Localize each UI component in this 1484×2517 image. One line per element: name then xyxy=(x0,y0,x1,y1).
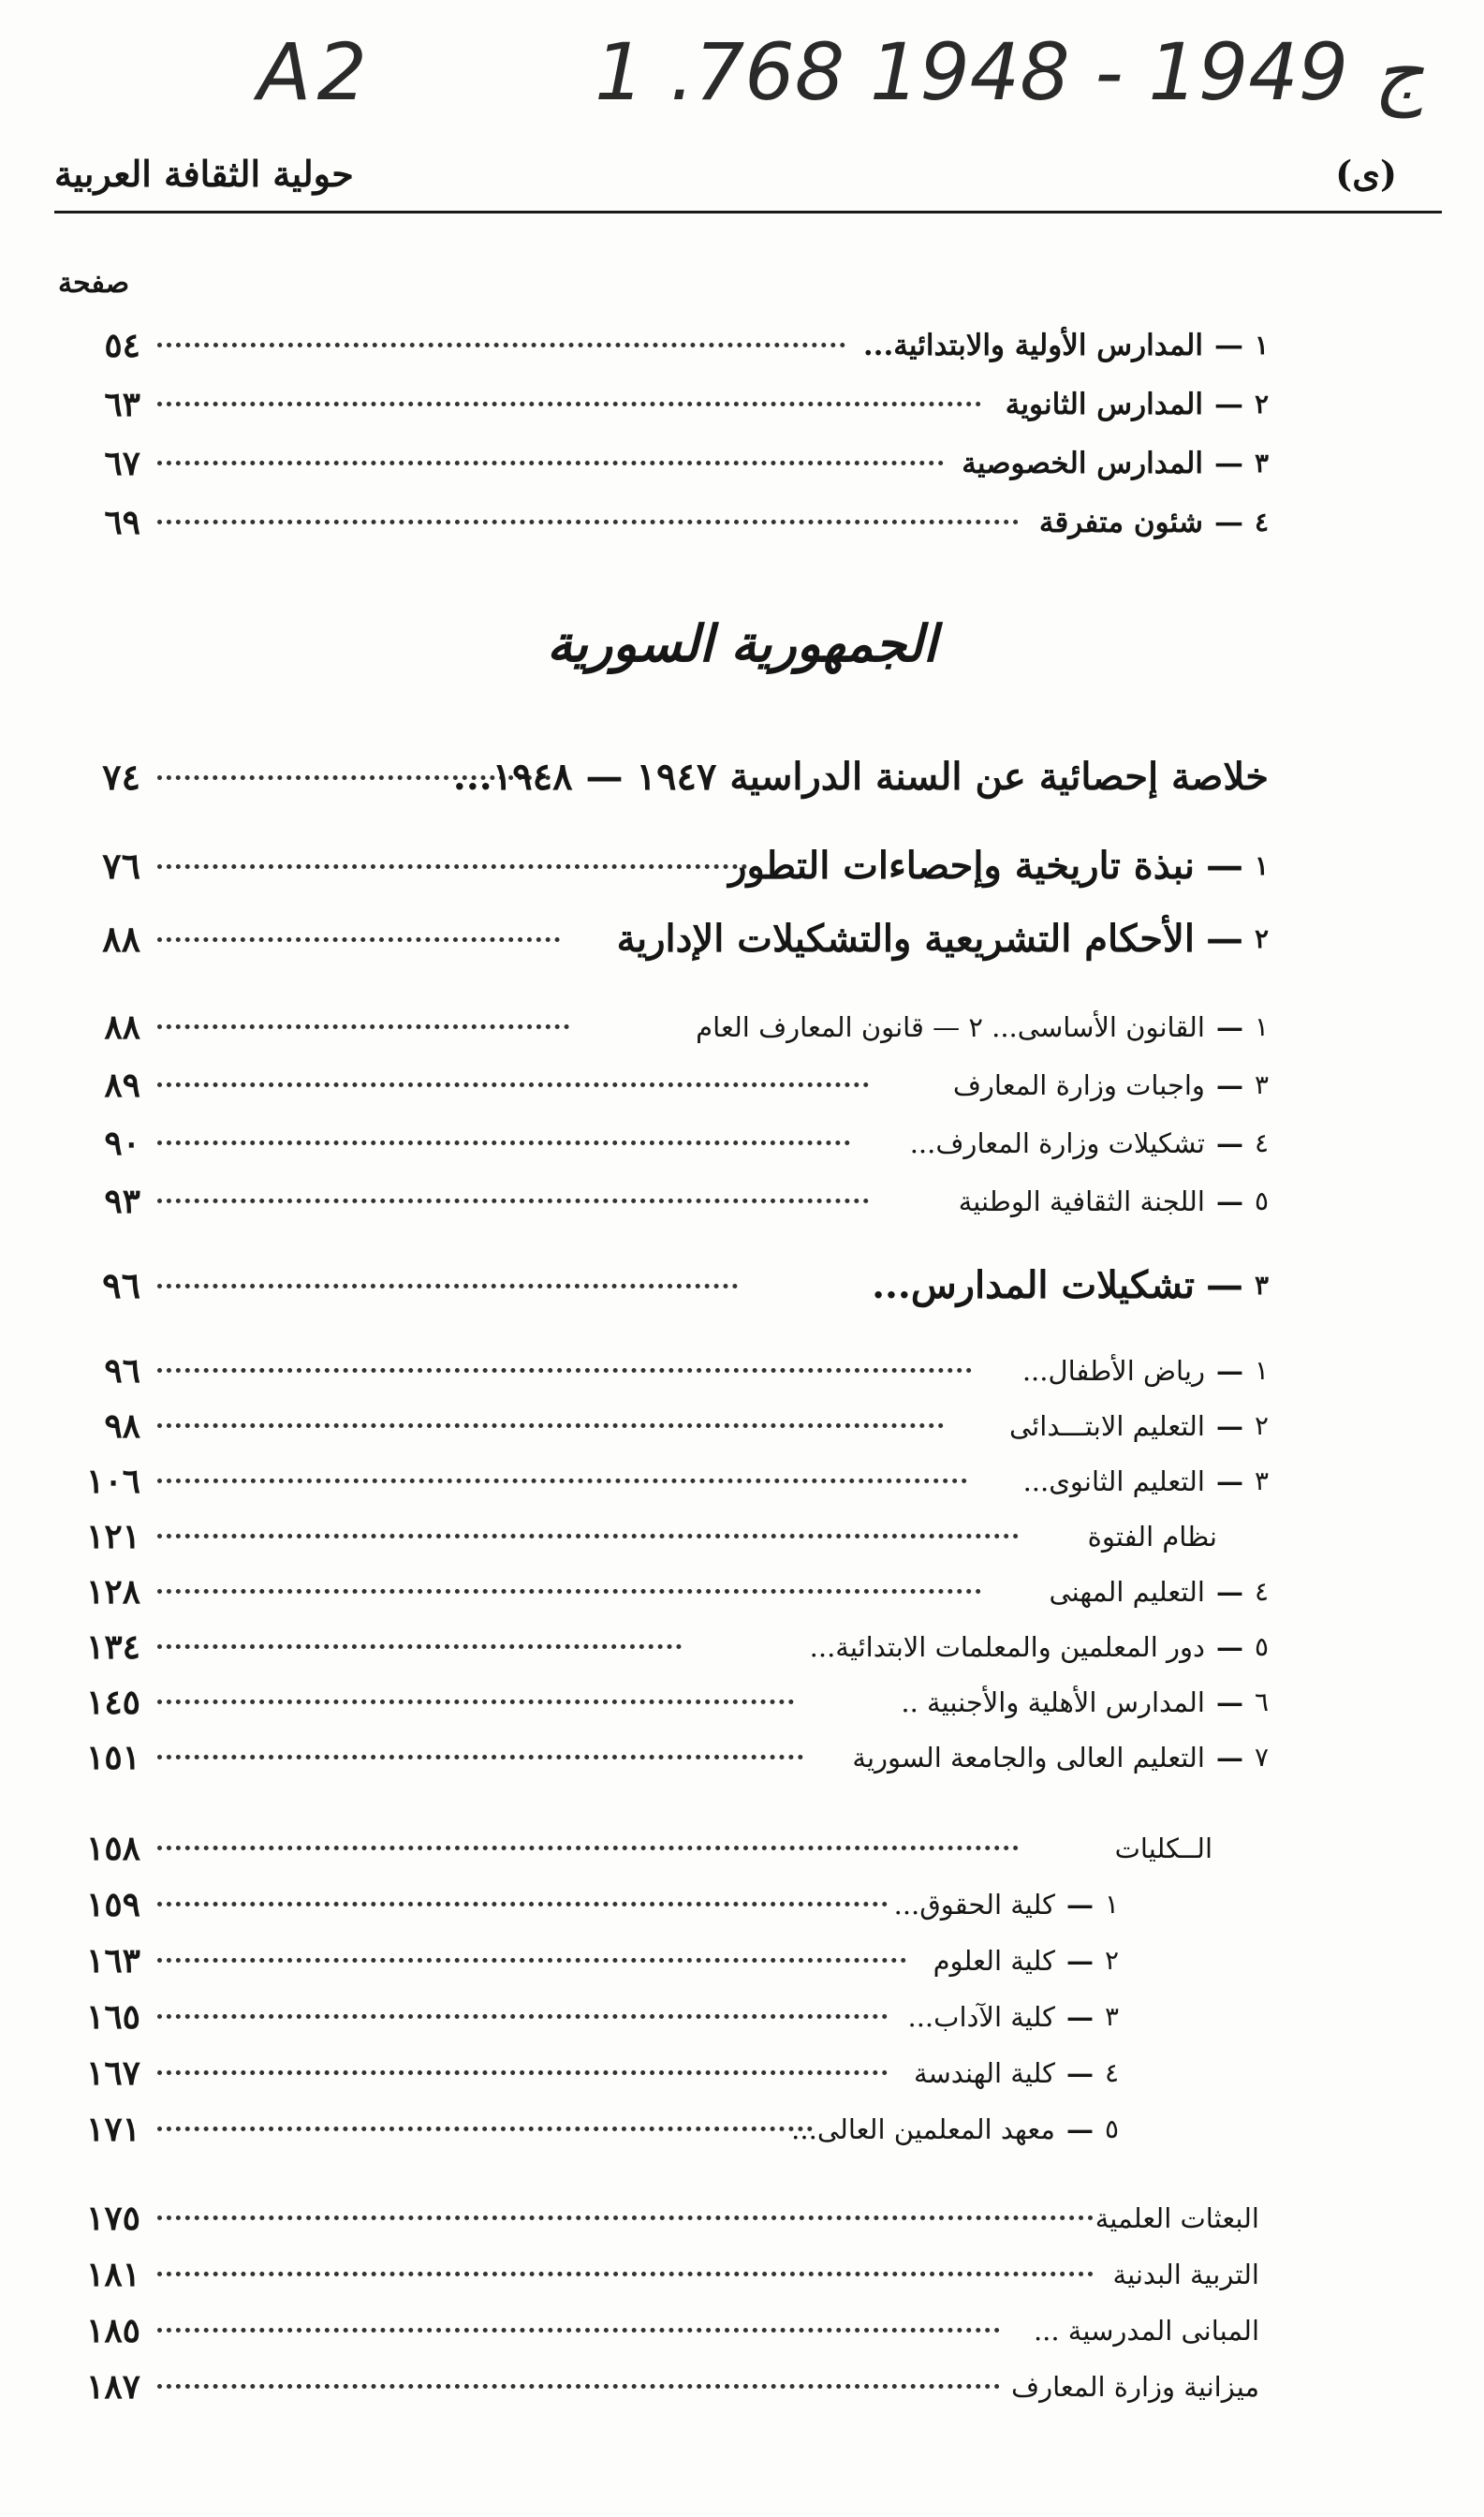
toc-entry-text: التعليم الثانوى... xyxy=(1022,1465,1205,1497)
toc-entry-label xyxy=(914,2046,1119,2100)
dash: — xyxy=(1215,1686,1243,1718)
toc-page-number: ٩٦ xyxy=(104,1351,140,1391)
dot-leader xyxy=(157,1755,803,1759)
toc-page-number: ١٨١ xyxy=(85,2255,140,2294)
toc-entry xyxy=(47,1675,1269,1730)
dot-leader xyxy=(157,1902,888,1906)
toc-entry-number: ١ xyxy=(1254,330,1269,361)
toc-entry-text: معهد المعلمين العالى... xyxy=(791,2113,1055,2145)
toc-entry-label xyxy=(728,835,1269,897)
toc-entry-label xyxy=(1006,377,1269,432)
running-head-title: حولية الثقافة العربية xyxy=(54,153,354,195)
toc-entry-label xyxy=(1034,2304,1259,2358)
toc-entry-number: ٣ xyxy=(1254,1069,1269,1100)
handwritten-code: A2 xyxy=(257,26,373,118)
toc-page-number: ٧٦ xyxy=(102,845,140,887)
dash: — xyxy=(1215,1127,1243,1159)
toc-chapter xyxy=(47,1255,1269,1317)
dot-leader xyxy=(157,2215,1094,2220)
toc-entry-number: ٥ xyxy=(1104,2113,1119,2144)
dot-leader xyxy=(157,402,981,406)
dash: — xyxy=(1065,1889,1094,1921)
toc-entry-label xyxy=(933,1934,1119,1988)
toc-entry xyxy=(47,1344,1269,1398)
dash: — xyxy=(1215,1069,1243,1101)
toc-page-number: ١٥١ xyxy=(85,1738,140,1777)
toc-entry-text: كلية العلوم xyxy=(933,1945,1055,1977)
toc-entry-number: ٣ xyxy=(1254,1270,1269,1301)
dot-leader xyxy=(157,1846,1019,1850)
toc-page-number: ٩٦ xyxy=(102,1264,140,1306)
toc-entry-number: ٥ xyxy=(1254,1185,1269,1216)
toc-entry xyxy=(47,1116,1269,1170)
toc-entry-text: واجبات وزارة المعارف xyxy=(952,1069,1205,1101)
toc-entry-text: نظام الفتوة xyxy=(1087,1521,1217,1553)
toc-entry-label xyxy=(1023,1454,1269,1509)
toc-entry-text: شئون متفرقة xyxy=(1038,506,1203,539)
toc-entry-text: المدارس الخصوصية xyxy=(962,447,1203,480)
toc-entry xyxy=(47,377,1269,432)
toc-entry-label xyxy=(453,746,1269,808)
toc-page-number: ١٨٧ xyxy=(85,2367,140,2407)
toc-entry xyxy=(47,1934,1269,1988)
dot-leader xyxy=(157,1024,569,1029)
section-title: الجمهورية السورية xyxy=(547,613,937,673)
toc-entry-text: خلاصة إحصائية عن السنة الدراسية ١٩٤٧ — ١٩٤٨... xyxy=(452,755,1269,799)
toc-entry-label xyxy=(962,436,1269,491)
toc-entry-number: ٢ xyxy=(1254,1410,1269,1441)
toc-page-number: ٦٣ xyxy=(104,385,140,424)
dot-leader xyxy=(157,2014,888,2019)
toc-entry xyxy=(47,1565,1269,1619)
handwritten-reference: 1 .ج 1949 - 1948 768 xyxy=(595,26,1425,118)
toc-page-number: ١٦٧ xyxy=(85,2053,140,2093)
dash: — xyxy=(1205,917,1243,961)
dash: — xyxy=(1213,329,1243,362)
toc-entry-text: كلية الهندسة xyxy=(913,2057,1055,2089)
dot-leader xyxy=(157,1644,682,1649)
toc-entry-text: التعليم الابتـــدائى xyxy=(1009,1410,1205,1442)
running-head-page: (ى) xyxy=(1335,153,1397,195)
toc-entry-label xyxy=(1011,2360,1259,2414)
toc-entry-number: ٦ xyxy=(1254,1686,1269,1717)
dot-leader xyxy=(157,1082,869,1087)
dot-leader xyxy=(157,2328,1000,2333)
toc-entry-number: ٤ xyxy=(1254,1127,1269,1158)
toc-entry xyxy=(47,495,1269,550)
toc-entry-label xyxy=(872,1255,1269,1317)
dot-leader xyxy=(157,520,1019,524)
toc-page-number: ٦٧ xyxy=(104,444,140,483)
dot-leader xyxy=(157,937,560,942)
running-head xyxy=(54,145,1442,213)
toc-entry-label xyxy=(1088,1509,1217,1564)
toc-page-number: ٨٨ xyxy=(104,1008,140,1047)
toc-entry-text: المدارس الأهلية والأجنبية .. xyxy=(901,1686,1205,1718)
toc-entry xyxy=(47,1000,1269,1054)
toc-page-number: ٥٤ xyxy=(104,326,140,365)
toc-page-number: ١٠٦ xyxy=(85,1462,140,1501)
toc-entry-label xyxy=(696,1000,1269,1054)
toc-entry xyxy=(47,318,1269,373)
toc-entry xyxy=(47,1454,1269,1509)
toc-entry-text: المبانى المدرسية ... xyxy=(1033,2315,1259,2347)
dot-leader xyxy=(157,461,944,465)
toc-entry-label xyxy=(953,1058,1269,1112)
toc-entry-text: اللجنة الثقافية الوطنية xyxy=(958,1185,1205,1217)
toc-entry xyxy=(47,1399,1269,1453)
dash: — xyxy=(1215,1185,1243,1217)
toc-page-number: ١٣٤ xyxy=(85,1627,140,1667)
toc-entry-number: ١ xyxy=(1254,1355,1269,1386)
toc-entry xyxy=(47,2360,1269,2414)
toc-entry-number: ٤ xyxy=(1254,507,1269,537)
toc-entry-label xyxy=(852,1730,1269,1785)
dash: — xyxy=(1065,1945,1094,1977)
toc-page-number: ١٥٩ xyxy=(85,1885,140,1924)
dot-leader xyxy=(157,1141,850,1145)
toc-entry-text: تشكيلات المدارس... xyxy=(872,1263,1195,1307)
toc-entry xyxy=(47,2247,1269,2302)
toc-entry-text: التربية البدنية xyxy=(1112,2259,1259,2290)
dot-leader xyxy=(157,2070,888,2075)
toc-entry-label xyxy=(1039,495,1269,550)
toc-entry-text: كلية الآداب... xyxy=(907,2001,1055,2033)
toc-page-number: ١٧٥ xyxy=(85,2199,140,2238)
toc-entry xyxy=(47,746,1269,808)
toc-entry xyxy=(47,2046,1269,2100)
toc-entry-label xyxy=(908,1990,1120,2044)
toc-entry-number: ١ xyxy=(1104,1889,1119,1920)
toc-entry-label xyxy=(910,1116,1269,1170)
dot-leader xyxy=(157,1589,981,1594)
toc-entry-number: ٣ xyxy=(1254,448,1269,478)
toc-entry xyxy=(47,2304,1269,2358)
toc-entry xyxy=(47,2191,1269,2245)
toc-page-number: ٩٨ xyxy=(104,1406,140,1446)
toc-entry-number: ٢ xyxy=(1104,1945,1119,1976)
toc-entry-label xyxy=(1113,2247,1259,2302)
toc-entry xyxy=(47,436,1269,491)
toc-entry-number: ٤ xyxy=(1254,1576,1269,1607)
toc-entry xyxy=(47,1174,1269,1229)
toc-page-number: ٨٨ xyxy=(102,918,140,960)
toc-entry-text: التعليم العالى والجامعة السورية xyxy=(852,1742,1205,1774)
toc-page-number: ١٢٨ xyxy=(85,1572,140,1612)
dash: — xyxy=(1213,388,1243,421)
toc-entry-label xyxy=(1115,1821,1212,1876)
toc-entry-label xyxy=(617,908,1269,970)
dot-leader xyxy=(157,1284,738,1288)
toc-page-number: ٦٩ xyxy=(104,503,140,542)
dot-leader xyxy=(157,1700,794,1704)
toc-entry-label xyxy=(863,318,1269,373)
dash: — xyxy=(1065,2057,1094,2089)
toc-entry-label xyxy=(1095,2191,1259,2245)
toc-page-number: ٩٠ xyxy=(104,1124,140,1163)
toc-entry-text: رياض الأطفال... xyxy=(1021,1355,1205,1387)
toc-entry-label xyxy=(1009,1399,1269,1453)
toc-entry-text: الــكليات xyxy=(1114,1833,1212,1864)
dash: — xyxy=(1065,2113,1094,2145)
toc-entry-text: دور المعلمين والمعلمات الابتدائية... xyxy=(809,1631,1205,1663)
toc-entry xyxy=(47,1877,1269,1932)
dash: — xyxy=(1205,1263,1243,1307)
toc-entry-number: ٢ xyxy=(1254,389,1269,420)
toc-chapter xyxy=(47,908,1269,970)
toc-page-number: ١٥٨ xyxy=(85,1829,140,1868)
dash: — xyxy=(1205,844,1243,888)
dash: — xyxy=(1215,1410,1243,1442)
dot-leader xyxy=(157,1199,869,1203)
toc-entry-label xyxy=(959,1174,1269,1229)
toc-entry-text: تشكيلات وزارة المعارف... xyxy=(909,1127,1205,1159)
dot-leader xyxy=(157,343,845,347)
toc-page-number: ٩٣ xyxy=(104,1182,140,1221)
toc-entry-number: ٣ xyxy=(1104,2001,1119,2032)
dash: — xyxy=(1213,506,1243,539)
dash: — xyxy=(1215,1355,1243,1387)
dot-leader xyxy=(157,1368,972,1373)
toc-entry-label xyxy=(810,1620,1269,1674)
dash: — xyxy=(1065,2001,1094,2033)
dot-leader xyxy=(157,1423,944,1428)
toc-entry-text: المدارس الأولية والابتدائية... xyxy=(862,329,1203,362)
toc-page-number: ١٤٥ xyxy=(85,1683,140,1722)
toc-entry-text: كلية الحقوق... xyxy=(893,1889,1055,1921)
toc-entry-label xyxy=(901,1675,1269,1730)
dot-leader xyxy=(157,1534,1019,1538)
toc-entry-text: الأحكام التشريعية والتشكيلات الإدارية xyxy=(616,917,1195,961)
toc-entry xyxy=(47,1509,1269,1564)
toc-page-number: ١٧١ xyxy=(85,2110,140,2149)
toc-entry-label xyxy=(791,2102,1119,2156)
toc-page-number: ١٦٥ xyxy=(85,1997,140,2037)
toc-entry xyxy=(47,1058,1269,1112)
toc-entry xyxy=(47,1990,1269,2044)
dash: — xyxy=(1213,447,1243,480)
toc-entry-text: التعليم المهنى xyxy=(1049,1576,1205,1608)
toc-chapter xyxy=(47,835,1269,897)
toc-entry xyxy=(47,1730,1269,1785)
toc-entry xyxy=(47,2102,1269,2156)
dot-leader xyxy=(157,2384,1000,2389)
page-column-header: صفحة xyxy=(58,267,130,300)
toc-entry xyxy=(47,1821,1269,1876)
toc-page-number: ٨٩ xyxy=(104,1066,140,1105)
toc-entry xyxy=(47,1620,1269,1674)
toc-entry-number: ٢ xyxy=(1254,923,1269,954)
dash: — xyxy=(1215,1011,1243,1043)
toc-page-number: ١٨٥ xyxy=(85,2311,140,2350)
toc-entry-number: ٣ xyxy=(1254,1465,1269,1496)
toc-entry-number: ٤ xyxy=(1104,2057,1119,2088)
toc-entry-text: نبذة تاريخية وإحصاءات التطور xyxy=(728,844,1195,888)
toc-entry-label xyxy=(1022,1344,1269,1398)
dash: — xyxy=(1215,1631,1243,1663)
dot-leader xyxy=(157,2127,813,2131)
dot-leader xyxy=(157,864,747,869)
toc-page-number: ١٦٣ xyxy=(85,1941,140,1980)
toc-page-number: ٧٤ xyxy=(102,756,140,798)
toc-entry-text: البعثات العلمية xyxy=(1095,2202,1259,2234)
toc-entry-label xyxy=(1050,1565,1270,1619)
toc-entry-number: ٥ xyxy=(1254,1631,1269,1662)
dash: — xyxy=(1215,1465,1243,1497)
toc-page-number: ١٢١ xyxy=(85,1517,140,1556)
dot-leader xyxy=(157,1479,967,1483)
toc-entry-number: ١ xyxy=(1254,1011,1269,1042)
toc-entry-text: ميزانية وزارة المعارف xyxy=(1011,2371,1259,2403)
toc-entry-text: القانون الأساسى... ٢ — قانون المعارف العام xyxy=(696,1011,1205,1043)
dash: — xyxy=(1215,1742,1243,1774)
toc-entry-label xyxy=(894,1877,1119,1932)
dash: — xyxy=(1215,1576,1243,1608)
dot-leader xyxy=(157,2272,1094,2276)
toc-entry-number: ١ xyxy=(1254,850,1269,881)
toc-entry-text: المدارس الثانوية xyxy=(1005,388,1203,421)
dot-leader xyxy=(157,1958,906,1963)
toc-entry-number: ٧ xyxy=(1254,1742,1269,1773)
